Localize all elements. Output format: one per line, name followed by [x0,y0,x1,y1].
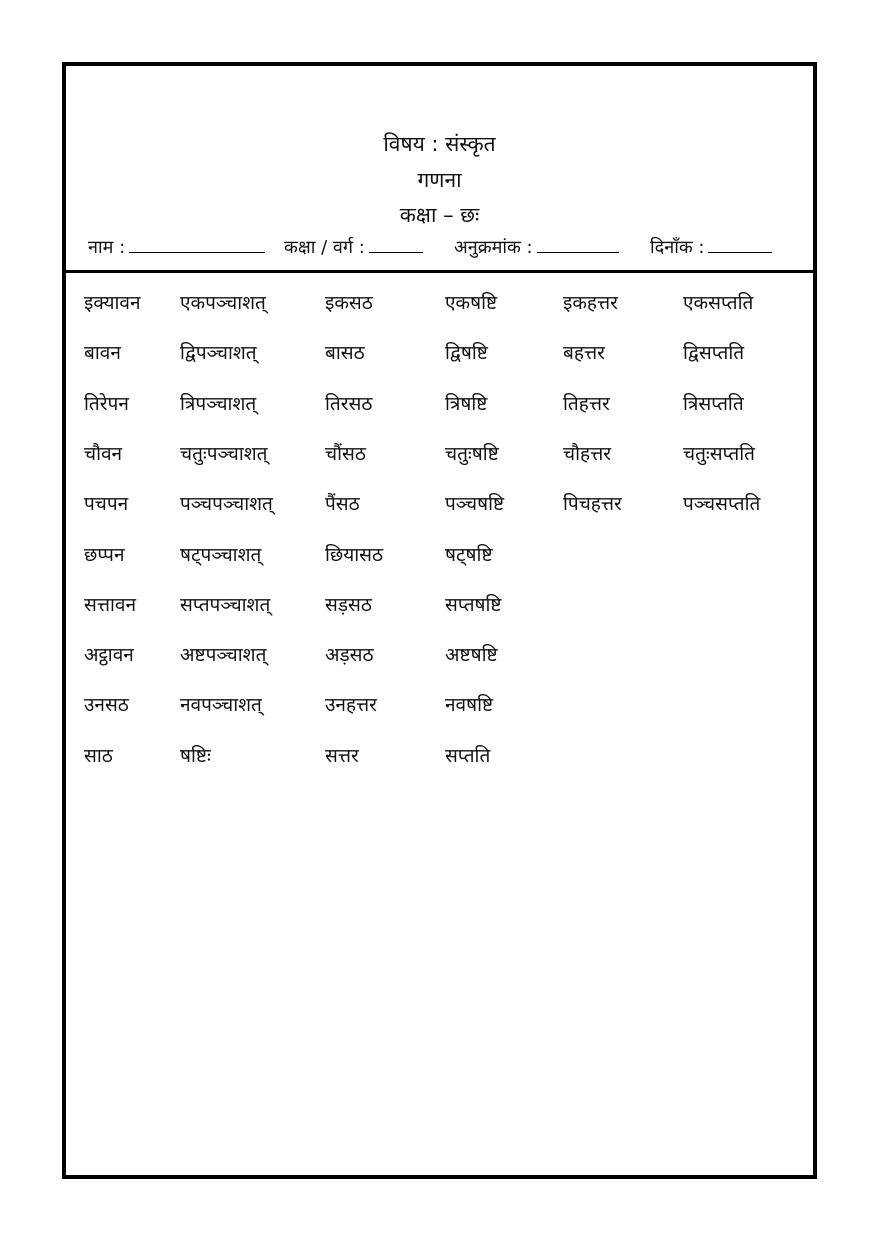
grade-title: कक्षा – छः [399,203,480,227]
sanskrit-word-cell: षष्टिः [180,745,211,767]
hindi-word-cell: चौवन [84,443,123,465]
date-label: दिनाँक : [650,237,705,258]
roll-number-field[interactable] [454,234,619,261]
worksheet-frame [62,62,817,1179]
topic-title: गणना [417,168,462,192]
worksheet-header [66,66,813,273]
hindi-word-cell: सड़सठ [325,594,372,616]
hindi-word-cell: तिहत्तर [563,393,610,415]
sanskrit-word-cell: चतुःसप्तति [683,443,756,465]
sanskrit-word-cell: सप्तषष्टि [445,594,502,616]
sanskrit-word-cell: नवपञ्चाशत् [180,694,262,716]
hindi-word-cell: इक्यावन [84,292,141,314]
sanskrit-word-cell: त्रिसप्तति [683,393,744,415]
class-field[interactable] [284,234,423,261]
sanskrit-word-cell: पञ्चसप्तति [683,493,761,515]
sanskrit-word-cell: द्विसप्तति [683,342,745,364]
sanskrit-word-cell: सप्तति [445,745,491,767]
name-field[interactable] [88,234,265,261]
hindi-word-cell: पचपन [84,493,129,515]
sanskrit-word-cell: त्रिपञ्चाशत् [180,393,257,415]
sanskrit-word-cell: पञ्चपञ्चाशत् [180,493,273,515]
hindi-word-cell: पिचहत्तर [563,493,622,515]
name-blank[interactable] [129,234,265,253]
class-label: कक्षा / वर्ग : [284,237,365,258]
sanskrit-word-cell: एकसप्तति [683,292,754,314]
subject-title: विषय : संस्कृत [383,132,496,156]
hindi-word-cell: उनसठ [84,694,129,716]
sanskrit-word-cell: षट्षष्टि [445,544,493,566]
roll-number-blank[interactable] [537,234,619,253]
hindi-word-cell: इकसठ [325,292,373,314]
hindi-word-cell: बावन [84,342,121,364]
sanskrit-word-cell: चतुःपञ्चाशत् [180,443,268,465]
hindi-word-cell: तिरेपन [84,393,129,415]
name-label: नाम : [88,237,126,258]
sanskrit-word-cell: षट्पञ्चाशत् [180,544,262,566]
sanskrit-word-cell: चतुःषष्टि [445,443,499,465]
sanskrit-word-cell: पञ्चषष्टि [445,493,505,515]
sanskrit-word-cell: द्विषष्टि [445,342,488,364]
hindi-word-cell: अट्ठावन [84,644,134,666]
sanskrit-word-cell: द्विपञ्चाशत् [180,342,257,364]
hindi-word-cell: छप्पन [84,544,125,566]
number-word-grid [66,273,813,1173]
hindi-word-cell: बहत्तर [563,342,605,364]
sanskrit-word-cell: त्रिषष्टि [445,393,488,415]
date-field[interactable] [650,234,772,261]
class-blank[interactable] [369,234,423,253]
roll-number-label: अनुक्रमांक : [454,237,533,258]
hindi-word-cell: उनहत्तर [325,694,377,716]
sanskrit-word-cell: सप्तपञ्चाशत् [180,594,271,616]
hindi-word-cell: साठ [84,745,113,767]
hindi-word-cell: सत्तर [325,745,359,767]
sanskrit-word-cell: अष्टषष्टि [445,644,498,666]
sanskrit-word-cell: अष्टपञ्चाशत् [180,644,267,666]
hindi-word-cell: तिरसठ [325,393,373,415]
date-blank[interactable] [708,234,772,253]
hindi-word-cell: बासठ [325,342,365,364]
hindi-word-cell: चौंसठ [325,443,366,465]
hindi-word-cell: इकहत्तर [563,292,618,314]
hindi-word-cell: चौहत्तर [563,443,611,465]
sanskrit-word-cell: एकषष्टि [445,292,498,314]
hindi-word-cell: छियासठ [325,544,384,566]
hindi-word-cell: अड़सठ [325,644,374,666]
sanskrit-word-cell: नवषष्टि [445,694,494,716]
hindi-word-cell: पैंसठ [325,493,360,515]
hindi-word-cell: सत्तावन [84,594,137,616]
sanskrit-word-cell: एकपञ्चाशत् [180,292,266,314]
